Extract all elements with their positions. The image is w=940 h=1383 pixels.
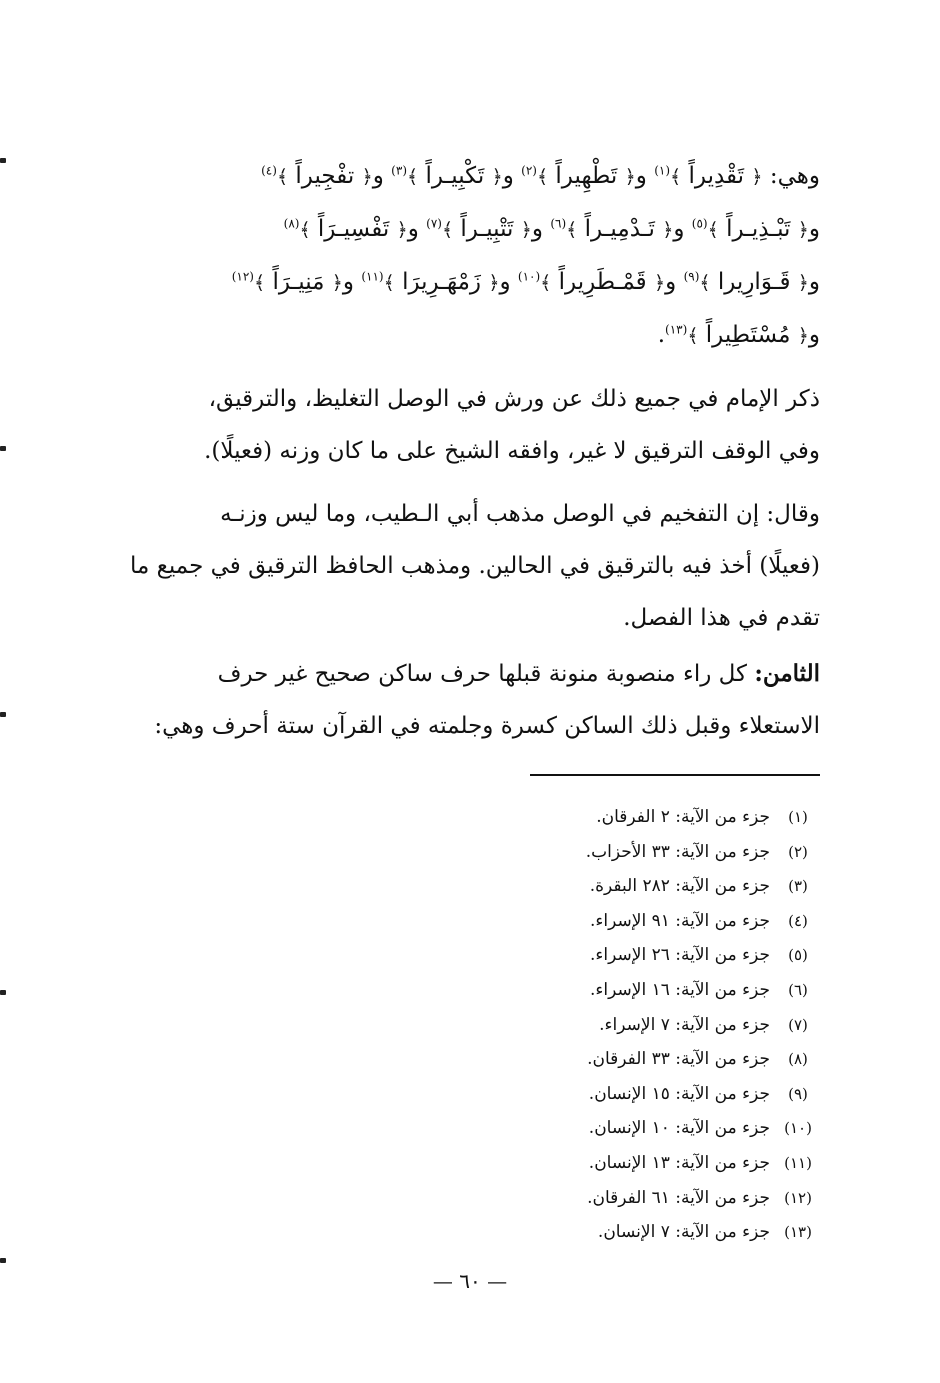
verse-word: تفْجِيراً [295,163,355,189]
quran-close-bracket-icon: ﴾ [407,166,419,188]
footnote-number: (٣) [788,877,808,896]
footnote-item [420,800,820,835]
footnotes-list [420,800,820,1250]
footnote-ref[interactable]: (١) [654,163,671,178]
quran-close-bracket-icon: ﴾ [383,272,395,294]
footnote-ref[interactable]: (١٠) [517,269,541,284]
verse-lead: و [499,269,511,295]
verse-lead: وهي: [762,163,820,189]
quran-open-bracket-icon: ﴿ [396,219,408,241]
footnote-text: جزء من الآية: ١٣ الإنسان. [588,1152,770,1173]
scan-edge-mark [0,446,6,451]
verse-word: مَنِيـرَاً [272,269,325,295]
footnote-item [420,904,820,939]
footnote-number: (٩) [788,1084,808,1103]
footnote-number: (٧) [788,1015,808,1034]
paragraph-line: تقدم في هذا الفصل. [623,605,820,631]
paragraph-qal [128,488,820,644]
quran-close-bracket-icon: ﴾ [536,166,549,188]
footnote-item [420,938,820,973]
verse-item [521,163,647,189]
paragraph-line: ذكر الإمام في جميع ذلك عن ورش في الوصل التغليظ، والترقيق، [208,386,820,412]
verse-line-1 [128,150,820,203]
footnote-item [420,869,820,904]
verse-word: قَمْـطَرِيراً [558,269,647,295]
footnote-item [420,1181,820,1216]
verse-item [284,216,419,242]
verse-lead: و [808,269,820,295]
footnote-text: جزء من الآية: ٧ الإسراء. [599,1014,770,1035]
quran-open-bracket-icon: ﴿ [662,219,674,241]
page-number: — ٦٠ — [432,1269,508,1293]
footnote-text: جزء من الآية: ٢٨٢ البقرة. [589,876,770,897]
verse-word: مُسْتَطِيراً [705,322,791,348]
footnote-number: (١١) [784,1153,812,1172]
quran-close-bracket-icon: ﴾ [540,272,552,294]
quran-close-bracket-icon: ﴾ [670,166,682,188]
footnote-ref[interactable]: (١٣) [665,322,688,337]
quran-open-bracket-icon: ﴿ [654,272,666,294]
verse-item [684,269,820,295]
verse-word: تَطْهِيراً [555,163,618,189]
footnote-divider [530,774,820,776]
footnote-text: جزء من الآية: ٣٣ الفرقان. [587,1049,770,1070]
verse-item [658,322,820,348]
paragraph-eighth [128,648,820,752]
footnote-ref[interactable]: (١٢) [231,269,254,284]
verse-lead: و [531,216,544,242]
footnote-item [420,1008,820,1043]
quran-open-bracket-icon: ﴿ [361,166,373,188]
paragraph-line: وفي الوقف الترقيق لا غير، وافقه الشيخ على ما كان وزنه (فعيلًا). [204,438,820,464]
footnote-number: (٦) [788,980,808,999]
footnote-item [420,973,820,1008]
paragraph-text: كل راء منصوبة منونة قبلها حرف ساكن صحيح غير حرف [217,661,755,687]
quran-open-bracket-icon: ﴿ [491,166,503,188]
footnote-ref[interactable]: (٢) [521,163,537,178]
footnote-text: جزء من الآية: ١٠ الإنسان. [588,1118,770,1139]
quran-open-bracket-icon: ﴿ [797,325,809,347]
quran-close-bracket-icon: ﴾ [253,272,266,294]
footnote-text: جزء من الآية: ١٦ الإسراء. [590,979,770,1000]
verse-word: قَـوَارِيرا [717,269,791,295]
footnote-number: (٢) [788,842,808,861]
verse-line-3 [128,256,820,309]
footnote-text: جزء من الآية: ١٥ الإنسان. [588,1083,770,1104]
verse-item [361,269,510,295]
paragraph-line: (فعيلًا) أخذ فيه بالترقيق في الحالين. ومذهب الحافظ الترقيق في جميع ما [129,553,820,579]
footnote-item [420,1146,820,1181]
footnote-item [420,835,820,870]
footnote-number: (١٣) [784,1223,812,1242]
footnote-text: جزء من الآية: ٢ الفرقان. [596,807,770,827]
scan-edge-mark [0,158,6,163]
verse-item [261,163,384,189]
verse-word: زَمْهَـرِيرَا [402,269,482,295]
paragraph-line [128,648,820,700]
verse-lead: و [673,216,685,242]
quran-open-bracket-icon: ﴿ [751,166,763,188]
footnote-text: جزء من الآية: ٧ الإنسان. [597,1222,770,1243]
verse-item [426,216,543,242]
footnote-number: (٨) [788,1050,808,1069]
verse-item [518,269,676,295]
quran-close-bracket-icon: ﴾ [707,219,719,241]
quran-close-bracket-icon: ﴾ [441,219,454,241]
footnote-number: (١٠) [784,1119,812,1138]
footnote-item [420,1111,820,1146]
quran-open-bracket-icon: ﴿ [797,272,809,294]
quran-open-bracket-icon: ﴿ [624,166,636,188]
quran-close-bracket-icon: ﴾ [566,219,578,241]
footnote-text: جزء من الآية: ٦١ الفرقان. [587,1187,770,1208]
scan-edge-mark [0,712,6,717]
verse-lead: و [502,163,514,189]
verse-word: تَـدْمِيـراً [584,216,655,242]
verse-word: تَتْبِيـراً [460,216,514,242]
footnote-item [420,1215,820,1250]
verse-lead: و [808,216,820,242]
footnote-ref[interactable]: (٥) [691,216,708,231]
verse-item [654,163,820,189]
verse-lead: و [342,269,355,295]
quran-close-bracket-icon: ﴾ [699,272,711,294]
footnote-ref[interactable]: (٦) [550,216,567,231]
verse-word: تَبْـذِيـراً [726,216,791,242]
footnote-number: (٤) [788,911,808,930]
footnote-number: (١٢) [784,1188,812,1207]
quran-close-bracket-icon: ﴾ [276,166,289,188]
footnote-ref[interactable]: (٤) [261,163,277,178]
section-heading: الثامن: [754,660,820,687]
quran-close-bracket-icon: ﴾ [299,219,311,241]
verse-item [692,216,820,242]
verse-line-4 [128,309,820,362]
verse-word: تَفْسِيـرَاً [317,216,390,242]
verse-item [232,269,354,295]
paragraph-line: وقال: إن التفخيم في الوصل مذهب أبي الـطيب، وما ليس وزنـه [220,501,820,527]
quran-close-bracket-icon: ﴾ [687,325,699,347]
footnote-item [420,1077,820,1112]
quran-open-bracket-icon: ﴿ [488,272,500,294]
verse-list [128,150,820,362]
verse-word: تَكْبِيـراً [425,163,485,189]
footnote-ref[interactable]: (٣) [391,163,407,178]
verse-item [391,163,514,189]
quran-open-bracket-icon: ﴿ [331,272,343,294]
footnote-ref[interactable]: (٩) [683,269,700,284]
paragraph-imam [128,373,820,477]
footnote-text: جزء من الآية: ٩١ الإسراء. [590,910,770,931]
verse-line-2 [128,203,820,256]
scan-edge-mark [0,990,6,995]
verse-lead: و [635,163,647,189]
footnote-ref[interactable]: (٧) [426,216,442,231]
footnote-ref[interactable]: (١١) [361,269,384,284]
quran-open-bracket-icon: ﴿ [797,219,809,241]
footnote-number: (٥) [788,946,808,965]
footnote-ref[interactable]: (٨) [283,216,300,231]
verse-lead: و [665,269,677,295]
footnote-text: جزء من الآية: ٢٦ الإسراء. [590,945,770,966]
verse-lead: و [808,322,820,348]
verse-lead: و [372,163,384,189]
scan-edge-mark [0,1258,6,1263]
footnote-number: (١) [788,808,808,826]
verse-item [550,216,684,242]
verse-lead: و [407,216,419,242]
quran-open-bracket-icon: ﴿ [520,219,532,241]
footnote-text: جزء من الآية: ٣٣ الأحزاب. [585,841,770,862]
verse-tail: . [657,322,666,348]
paragraph-line: الاستعلاء وقبل ذلك الساكن كسرة وجلمته في القرآن ستة أحرف وهي: [154,713,820,739]
footnote-item [420,1042,820,1077]
verse-word: تَقْدِيراً [688,163,745,189]
